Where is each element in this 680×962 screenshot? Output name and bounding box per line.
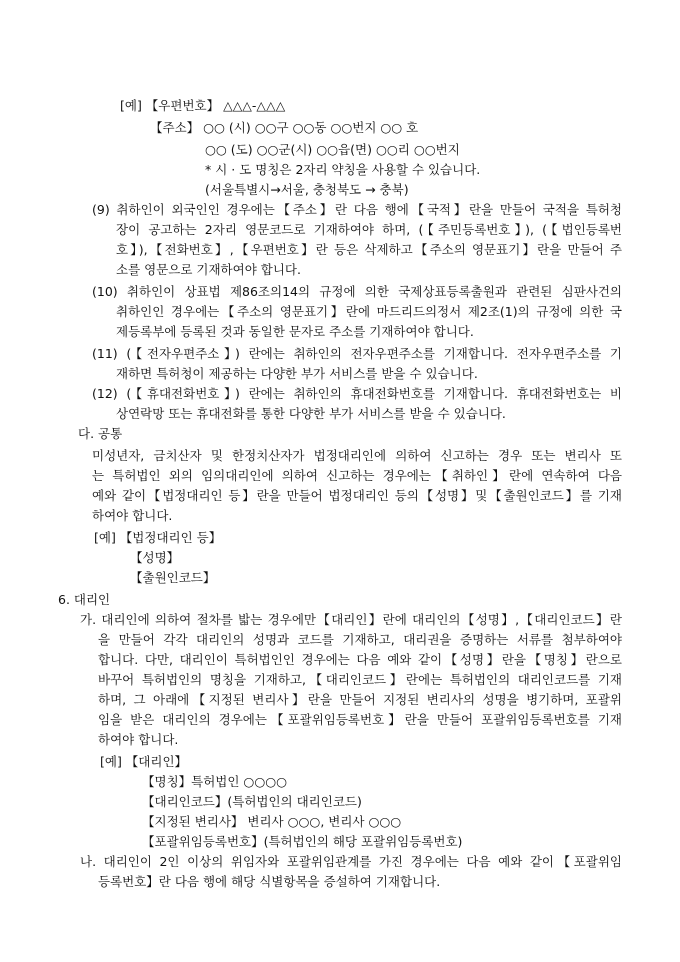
example-address-line-1: 【주소】 ○○ (시) ○○구 ○○동 ○○번지 ○○ 호 — [150, 120, 419, 135]
item-10-line-3: 제등록부에 등록된 것과 동일한 문자로 주소를 기재하여야 합니다. — [116, 324, 474, 339]
common-line-1: 미성년자, 금치산자 및 한정치산자가 법정대리인에 의하여 신고하는 경우 또는 변리사 또 — [92, 448, 622, 463]
item-9-line-4: 소를 영문으로 기재하여야 합니다. — [116, 262, 301, 277]
item-11-line-2: 재하면 특허청이 제공하는 다양한 부가 서비스를 받을 수 있습니다. — [116, 366, 478, 381]
section-6-ga-line-6: 임을 받은 대리인의 경우에는【포괄위임등록번호】란을 만들어 포괄위임등록번호를 기재 — [98, 712, 622, 727]
section-6-na-line-2: 등록번호】란 다음 행에 해당 식별항목을 증설하여 기재합니다. — [98, 874, 441, 889]
common-example-1: [예] 【법정대리인 등】 — [94, 530, 222, 545]
example-address-note-example: (서울특별시→서울, 충청북도 → 충북) — [205, 182, 409, 197]
item-9-line-1: (9) 취하인이 외국인인 경우에는【주소】란 다음 행에【국적】란을 만들어 국적을 특허청 — [92, 202, 622, 217]
item-9-line-2: 장이 공고하는 2자리 영문코드로 기재하여야 하며, (【주민등록번호】), (【법인등록번 — [116, 222, 622, 237]
item-12-line-1: (12) (【휴대전화번호】) 란에는 취하인의 휴대전화번호를 기재합니다. 휴대전화번호는 비 — [92, 386, 622, 401]
section-6-heading: 6. 대리인 — [58, 592, 111, 607]
item-10-line-2: 취하인인 경우에는【주소의 영문표기】란에 마드리드의정서 제2조(1)의 규정에 의한 국 — [116, 304, 622, 319]
section-6-na-line-1: 나. 대리인이 2인 이상의 위임자와 포괄위임관계를 가진 경우에는 다음 예와 같이【포괄위임 — [80, 854, 622, 869]
section-6-ga-line-7: 하여야 합니다. — [98, 732, 179, 747]
section-6-example-1: [예] 【대리인】 — [100, 754, 188, 769]
common-line-3: 예와 같이【법정대리인 등】란을 만들어 법정대리인 등의【성명】및【출원인코드】를 기재 — [92, 488, 622, 503]
example-address-note: * 시 · 도 명칭은 2자리 약칭을 사용할 수 있습니다. — [205, 162, 481, 177]
item-9-line-3: 호】),【전화번호】,【우편번호】란 등은 삭제하고【주소의 영문표기】란을 만들어 주 — [116, 242, 622, 257]
section-6-example-5: 【포괄위임등록번호】(특허법인의 해당 포괄위임등록번호) — [142, 834, 463, 849]
section-6-ga-line-1: 가. 대리인에 의하여 절차를 밟는 경우에만【대리인】란에 대리인의【성명】,【대리인코드】란 — [80, 612, 622, 627]
common-example-2: 【성명】 — [130, 550, 180, 565]
section-6-example-2: 【명칭】특허법인 ○○○○ — [142, 774, 288, 789]
common-heading: 다. 공통 — [78, 426, 123, 441]
example-address-line-2: ○○ (도) ○○군(시) ○○읍(면) ○○리 ○○번지 — [205, 142, 460, 157]
section-6-ga-line-3: 합니다. 다만, 대리인이 특허법인인 경우에는 다음 예와 같이【성명】란을【명칭】란으로 — [98, 652, 622, 667]
section-6-ga-line-4: 바꾸어 특허법인의 명칭을 기재하고,【대리인코드】란에는 특허법인의 대리인코드를 기재 — [98, 672, 622, 687]
common-line-2: 는 특허법인 외의 임의대리인에 의하여 신고하는 경우에는【취하인】란에 연속하여 다음 — [92, 468, 622, 483]
example-postal-code: [예] 【우편번호】 △△△-△△△ — [120, 98, 286, 113]
section-6-ga-line-5: 하며, 그 아래에【지정된 변리사】란을 만들어 지정된 변리사의 성명을 병기하며, 포괄위 — [98, 692, 622, 707]
section-6-example-4: 【지정된 변리사】 변리사 ○○○, 변리사 ○○○ — [142, 814, 402, 829]
item-12-line-2: 상연락망 또는 휴대전화를 통한 다양한 부가 서비스를 받을 수 있습니다. — [116, 406, 506, 421]
section-6-example-3: 【대리인코드】(특허법인의 대리인코드) — [142, 794, 362, 809]
item-11-line-1: (11) (【전자우편주소】) 란에는 취하인의 전자우편주소를 기재합니다. 전자우편주소를 기 — [92, 346, 622, 361]
section-6-ga-line-2: 을 만들어 각각 대리인의 성명과 코드를 기재하고, 대리권을 증명하는 서류를 첨부하여야 — [98, 632, 622, 647]
common-example-3: 【출원인코드】 — [130, 570, 216, 585]
common-line-4: 하여야 합니다. — [92, 508, 173, 523]
item-10-line-1: (10) 취하인이 상표법 제86조의14의 규정에 의한 국제상표등록출원과 관련된 심판사건의 — [92, 284, 622, 299]
